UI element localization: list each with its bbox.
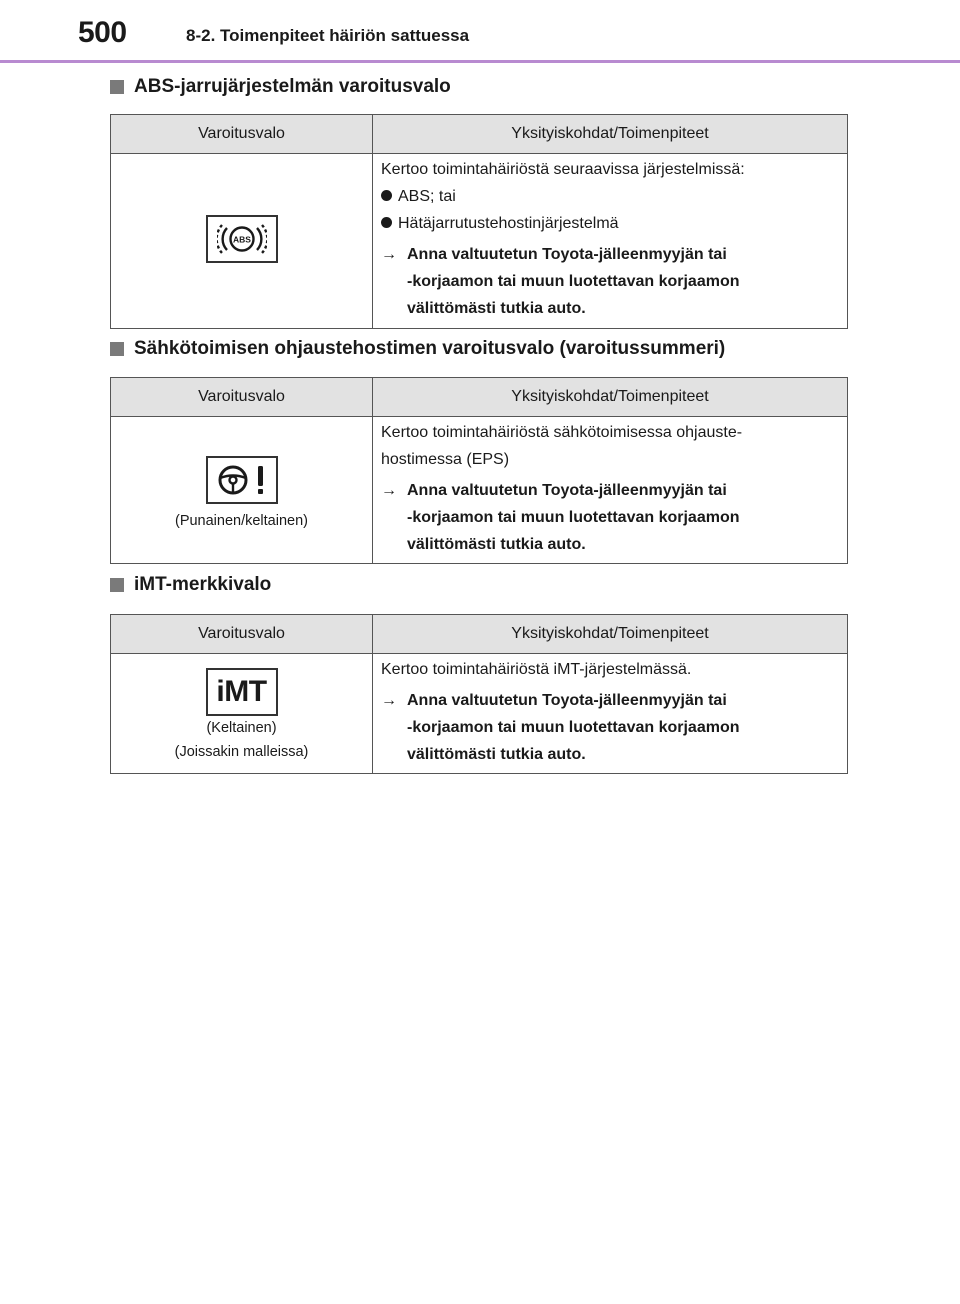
bullet-dot-icon — [381, 190, 392, 201]
abs-icon-label: ABS — [232, 234, 251, 245]
section-heading-eps — [110, 338, 725, 360]
section-heading-text: iMT-merkkivalo — [134, 574, 272, 595]
action-instruction: → Anna valtuutetun Toyota-jälleenmyyjän tai -korjaamon tai muun luotettavan korjaamon välittömästi tutkia auto. — [381, 477, 839, 558]
details-cell — [373, 654, 848, 774]
page-number: 500 — [78, 16, 127, 49]
details-intro-continued: hostimessa (EPS) — [381, 451, 510, 468]
section-square-icon — [110, 80, 124, 94]
section-heading-text: ABS-jarrujärjestelmän varoitusvalo — [134, 76, 451, 97]
column-header-details: Yksityiskohdat/Toimenpiteet — [373, 378, 848, 417]
warning-light-cell — [111, 154, 373, 329]
column-header-details: Yksityiskohdat/Toimenpiteet — [373, 115, 848, 154]
warning-light-cell — [111, 417, 373, 564]
abs-warning-table — [110, 114, 848, 329]
section-square-icon — [110, 342, 124, 356]
table-header-row — [111, 115, 848, 154]
details-intro: Kertoo toimintahäiriöstä iMT-järjestelmässä. — [381, 661, 692, 678]
arrow-right-icon: → — [381, 692, 397, 709]
header-rule — [0, 60, 960, 63]
section-heading-abs — [110, 76, 451, 98]
section-heading-text: Sähkötoimisen ohjaustehostimen varoitusvalo (varoitussummeri) — [134, 338, 726, 359]
table-row — [111, 417, 848, 564]
arrow-right-icon: → — [381, 246, 397, 263]
section-square-icon — [110, 578, 124, 592]
details-cell — [373, 154, 848, 329]
table-header-row — [111, 378, 848, 417]
bullet-dot-icon — [381, 217, 392, 228]
table-row — [111, 654, 848, 774]
steering-wheel-warning-icon — [206, 456, 278, 504]
imt-icon-label: iMT — [216, 674, 267, 708]
table-header-row — [111, 615, 848, 654]
action-instruction: → Anna valtuutetun Toyota-jälleenmyyjän tai -korjaamon tai muun luotettavan korjaamon välittömästi tutkia auto. — [381, 241, 839, 322]
icon-caption: (Keltainen) — [206, 719, 277, 736]
list-item: Hätäjarrutustehostinjärjestelmä — [381, 210, 839, 237]
column-header-warning: Varoitusvalo — [111, 615, 373, 654]
column-header-details: Yksityiskohdat/Toimenpiteet — [373, 615, 848, 654]
column-header-warning: Varoitusvalo — [111, 115, 373, 154]
table-row — [111, 154, 848, 329]
imt-indicator-table — [110, 614, 848, 774]
section-heading-imt — [110, 574, 271, 596]
warning-light-cell — [111, 654, 373, 774]
details-intro: Kertoo toimintahäiriöstä seuraavissa järjestelmissä: — [381, 161, 745, 178]
icon-caption: (Punainen/keltainen) — [174, 512, 308, 529]
icon-caption-secondary: (Joissakin malleissa) — [174, 743, 309, 760]
details-cell — [373, 417, 848, 564]
column-header-warning: Varoitusvalo — [111, 378, 373, 417]
eps-warning-table — [110, 377, 848, 564]
page-header — [0, 0, 960, 64]
action-instruction: → Anna valtuutetun Toyota-jälleenmyyjän tai -korjaamon tai muun luotettavan korjaamon välittömästi tutkia auto. — [381, 687, 839, 768]
details-intro: Kertoo toimintahäiriöstä sähkötoimisessa ohjauste- — [381, 424, 743, 441]
abs-warning-icon — [206, 215, 278, 263]
chapter-title: 8-2. Toimenpiteet häiriön sattuessa — [186, 26, 470, 45]
arrow-right-icon: → — [381, 482, 397, 499]
list-item: ABS; tai — [381, 183, 839, 210]
imt-indicator-icon — [206, 668, 278, 716]
